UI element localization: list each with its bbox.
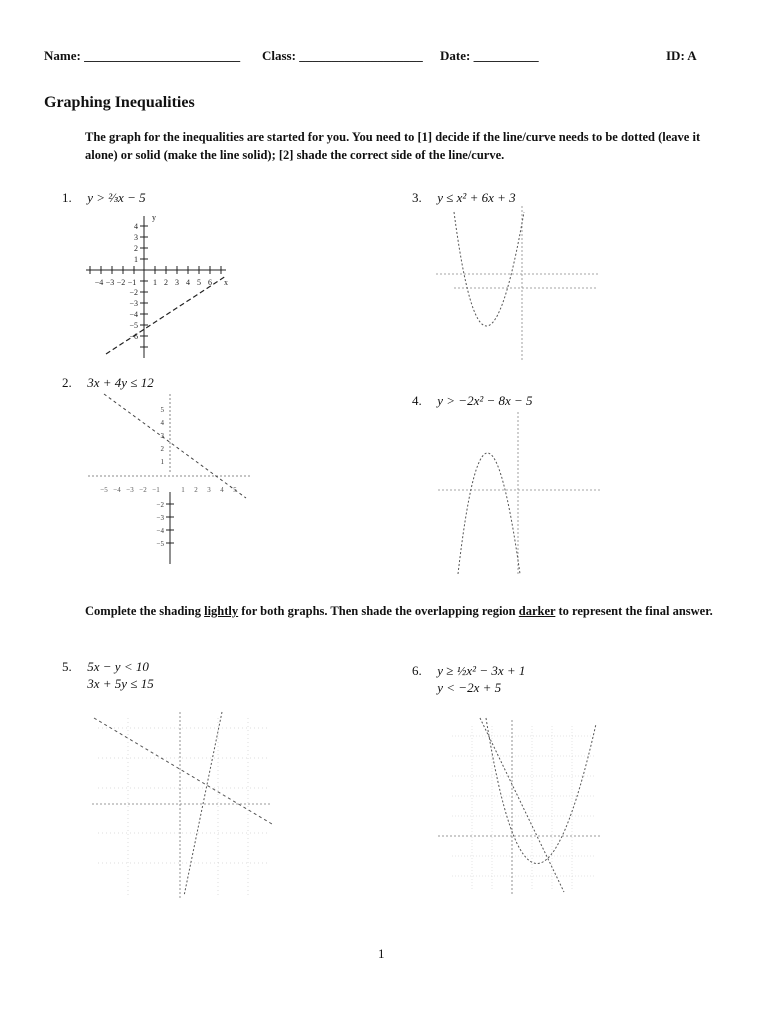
problem-6 [412,662,525,696]
problem-number: 5. [62,659,72,674]
y-tick-label: 1 [160,458,164,466]
x-tick-label: 3 [207,486,211,494]
y-tick-label: 4 [160,419,164,427]
inequality: 5x − y < 10 [87,659,149,674]
inequality: 3x + 5y ≤ 15 [87,676,154,691]
x-tick-label: 4 [186,278,190,287]
x-tick-label: 4 [220,486,224,494]
boundary-line-dashed [106,276,226,354]
problem-number: 1. [62,190,72,205]
date-field-label: Date: __________ [440,48,539,63]
boundary-line-1 [94,718,272,824]
x-tick-label: 2 [194,486,198,494]
y-tick-label: −4 [156,527,164,535]
parabola-boundary [454,212,524,326]
x-tick-label: −4 [113,486,121,494]
y-tick-label: 3 [160,432,164,440]
x-tick-label: −3 [126,486,134,494]
x-tick-label: −4 [94,278,104,287]
graph-6 [434,716,606,896]
inequality: y > −2x² − 8x − 5 [437,393,533,408]
graph-1 [80,212,240,362]
instr-emphasis-darker: darker [518,604,556,618]
x-tick-label: −2 [116,278,126,287]
inequality: y ≤ x² + 6x + 3 [437,190,516,205]
y-tick-label: −2 [156,501,164,509]
y-tick-label: 3 [134,233,138,242]
name-field-label: Name: ________________________ [44,48,241,63]
x-tick-label: −1 [127,278,137,287]
instr-emphasis-lightly: lightly [204,604,239,618]
instr-text: Complete the shading [85,604,205,618]
x-axis-label: x [224,278,228,287]
x-tick-label: 1 [153,278,157,287]
graph-4 [434,408,606,578]
y-tick-label: 1 [134,255,138,264]
problem-number: 4. [412,393,422,408]
y-tick-label: 2 [160,445,164,453]
x-tick-label: −5 [100,486,108,494]
y-tick-label: −5 [156,540,164,548]
graph-3 [432,200,602,365]
inequality: y > ⅔x − 5 [87,190,146,205]
instructions-graphing: The graph for the inequalities are started for you. You need to [1] decide if the line/curve needs to be dotted (leave it alone) or solid (make the line solid); [2] shade the correct side of the line/curve. [85,130,701,162]
problem-4 [412,392,533,409]
x-tick-label: 6 [208,278,212,287]
x-tick-label: −2 [139,486,147,494]
x-tick-label: −3 [105,278,115,287]
x-tick-label: 5 [233,486,237,494]
y-tick-label: −6 [129,332,138,341]
instructions-overlap [85,602,725,620]
y-tick-label: −5 [129,321,138,330]
boundary-line [480,718,564,892]
class-field-label: Class: ___________________ [262,48,423,63]
y-tick-label: 2 [134,244,138,253]
instr-text: to represent the final answer. [555,604,713,618]
parabola-boundary [486,718,596,864]
y-tick-label: −3 [156,514,164,522]
graph-2 [84,388,256,568]
y-axis-label: y [152,213,156,222]
instr-text: for both graphs. Then shade the overlapping region [238,604,519,618]
y-tick-label: 5 [160,406,164,414]
page-number: 1 [378,946,385,961]
inequality: y ≥ ½x² − 3x + 1 [437,663,526,678]
graph-5 [88,708,274,903]
boundary-line-dashed [104,394,246,498]
problem-number: 3. [412,190,422,205]
y-tick-label: −2 [129,288,138,297]
x-tick-label: 5 [197,278,201,287]
x-tick-label: 2 [164,278,168,287]
problem-5 [62,658,154,692]
x-tick-label: 1 [181,486,185,494]
problem-1 [62,189,146,206]
problem-number: 2. [62,375,72,390]
problem-number: 6. [412,663,422,678]
page-title: Graphing Inequalities [44,94,195,111]
y-tick-label: −3 [129,299,138,308]
x-tick-label: 3 [175,278,179,287]
inequality: 3x + 4y ≤ 12 [87,375,154,390]
inequality: y < −2x + 5 [437,680,502,695]
y-tick-label: −4 [129,310,138,319]
id-label: ID: A [666,48,697,63]
parabola-boundary [458,453,520,574]
y-tick-label: 4 [134,222,138,231]
x-tick-label: −1 [152,486,160,494]
